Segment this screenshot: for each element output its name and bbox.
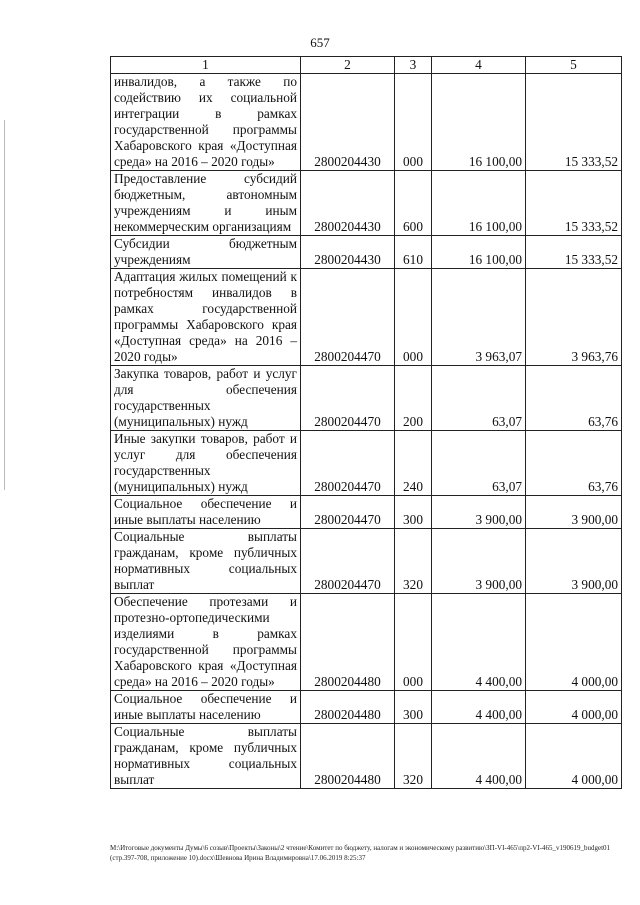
row-name: Социальное обеспечение и иные выплаты населению [111, 496, 301, 529]
row-value-2: 3 900,00 [526, 496, 622, 529]
row-value-1: 3 900,00 [432, 496, 526, 529]
table-row [111, 594, 622, 691]
row-code: 2800204470 [301, 529, 395, 594]
row-name: Социальное обеспечение и иные выплаты населению [111, 691, 301, 724]
row-type: 240 [395, 431, 432, 496]
row-type: 320 [395, 529, 432, 594]
row-value-2: 4 000,00 [526, 691, 622, 724]
header-col-1: 1 [111, 57, 301, 74]
row-code: 2800204470 [301, 269, 395, 366]
row-name: инвалидов, а также по содействию их социальной интеграции в рамках государственной программы Хабаровского края «Доступная среда» на 2016 – 2020 годы» [111, 74, 301, 171]
row-value-1: 16 100,00 [432, 171, 526, 236]
row-type: 320 [395, 724, 432, 789]
row-type: 200 [395, 366, 432, 431]
header-col-5: 5 [526, 57, 622, 74]
row-code: 2800204470 [301, 496, 395, 529]
row-value-1: 4 400,00 [432, 691, 526, 724]
row-value-2: 63,76 [526, 366, 622, 431]
row-type: 000 [395, 74, 432, 171]
row-value-1: 4 400,00 [432, 724, 526, 789]
table-row [111, 691, 622, 724]
row-name: Обеспечение протезами и протезно-ортопедическими изделиями в рамках государственной программы Хабаровского края «Доступная среда» на 2016 – 2020 годы» [111, 594, 301, 691]
header-row [111, 57, 622, 74]
row-type: 000 [395, 269, 432, 366]
page-number: 657 [310, 35, 330, 50]
row-name: Закупка товаров, работ и услуг для обеспечения государственных (муниципальных) нужд [111, 366, 301, 431]
budget-table [110, 56, 622, 789]
file-path-footer: M:\Итоговые документы Думы\6 созыв\Проекты\Законы\2 чтение\Комитет по бюджету, налогам и экономическому развитию\ЗП-VI-465\пр2-VI-465_v190619_budget01 (стр.397-708, приложение 10).docx\Шевнова Ирина Владимировна\17.06.2019 8:25:37 [110, 844, 611, 862]
row-type: 300 [395, 691, 432, 724]
row-code: 2800204470 [301, 366, 395, 431]
row-code: 2800204430 [301, 74, 395, 171]
row-value-2: 15 333,52 [526, 74, 622, 171]
table-row [111, 236, 622, 269]
table-row [111, 431, 622, 496]
row-value-2: 4 000,00 [526, 594, 622, 691]
row-name: Социальные выплаты гражданам, кроме публичных нормативных социальных выплат [111, 529, 301, 594]
row-name: Адаптация жилых помещений к потребностям инвалидов в рамках государственной программы Хабаровского края «Доступная среда» на 2016 – 2020 годы» [111, 269, 301, 366]
table-row [111, 366, 622, 431]
row-type: 610 [395, 236, 432, 269]
row-value-2: 15 333,52 [526, 236, 622, 269]
row-type: 300 [395, 496, 432, 529]
row-type: 000 [395, 594, 432, 691]
row-name: Социальные выплаты гражданам, кроме публичных нормативных социальных выплат [111, 724, 301, 789]
row-code: 2800204430 [301, 236, 395, 269]
table-row [111, 529, 622, 594]
row-name: Предоставление субсидий бюджетным, автономным учреждениям и иным некоммерческим организациям [111, 171, 301, 236]
row-value-2: 15 333,52 [526, 171, 622, 236]
table-row [111, 724, 622, 789]
table-row [111, 171, 622, 236]
row-value-1: 63,07 [432, 366, 526, 431]
row-value-1: 3 900,00 [432, 529, 526, 594]
row-value-2: 3 963,76 [526, 269, 622, 366]
row-code: 2800204480 [301, 691, 395, 724]
row-value-2: 3 900,00 [526, 529, 622, 594]
header-col-2: 2 [301, 57, 395, 74]
row-type: 600 [395, 171, 432, 236]
row-value-1: 63,07 [432, 431, 526, 496]
margin-line [4, 120, 5, 490]
row-name: Иные закупки товаров, работ и услуг для обеспечения государственных (муниципальных) нужд [111, 431, 301, 496]
row-name: Субсидии бюджетным учреждениям [111, 236, 301, 269]
row-value-2: 4 000,00 [526, 724, 622, 789]
header-col-3: 3 [395, 57, 432, 74]
header-col-4: 4 [432, 57, 526, 74]
row-code: 2800204470 [301, 431, 395, 496]
row-value-2: 63,76 [526, 431, 622, 496]
table-row [111, 269, 622, 366]
table-row [111, 74, 622, 171]
row-value-1: 16 100,00 [432, 236, 526, 269]
row-value-1: 16 100,00 [432, 74, 526, 171]
row-value-1: 4 400,00 [432, 594, 526, 691]
table-row [111, 496, 622, 529]
row-code: 2800204480 [301, 594, 395, 691]
row-code: 2800204430 [301, 171, 395, 236]
row-value-1: 3 963,07 [432, 269, 526, 366]
row-code: 2800204480 [301, 724, 395, 789]
